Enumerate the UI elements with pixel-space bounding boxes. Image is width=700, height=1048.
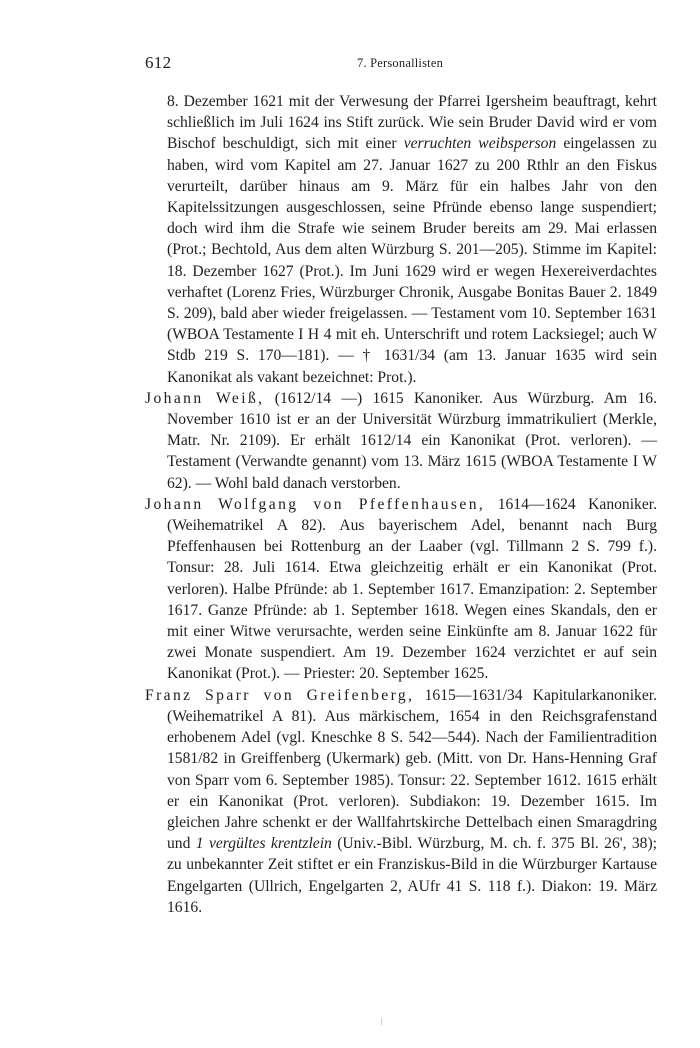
paragraph-text: (1612/14 —) 1615 Kanoniker. Aus Würzburg. Am 16. November 1610 ist er an der Universität Würzburg immatrikuliert (Merkle, Matr. Nr. 2109). Er erhält 1612/14 ein Kanonikat (Prot. verloren). — Testament (Verwandte genannt) vom 13. März 1615 (WBOA Testamente I W 62). — Wohl bald danach verstorben. — [167, 389, 657, 492]
paragraph-text: 1614—1624 Kanoniker. (Weihematrikel A 82). Aus bayerischem Adel, benannt nach Burg Pfeffenhausen bei Rottenburg an der Laaber (vgl. Tillmann 2 S. 799 f.). Tonsur: 28. Juli 1614. Etwa gleichzeitig erhält er ein Kanonikat (Prot. verloren). Halbe Pfründe: ab 1. September 1617. Emanzipation: 2. September 1617. Ganze Pfründe: ab 1. September 1618. Wegen eines Skandals, den er mit einer Witwe verursachte, werden seine Einkünfte am 8. Januar 1622 für zwei Monate suspendiert. Am 19. Dezember 1624 verzichtet er auf sein Kanonikat (Prot.). — Priester: 20. September 1625. — [167, 495, 657, 683]
person-name: Johann Wolfgang von Pfeffenhausen, — [145, 495, 486, 513]
paragraph-text: 8. Dezember 1621 mit der Verwesung der Pfarrei Igersheim beauftragt, kehrt schließlich im Juli 1624 ins Stift zurück. Wie sein Bruder David wird er vom Bischof beschuldigt, sich mit einer — [167, 93, 657, 153]
person-entry-sparr — [145, 685, 657, 918]
body-text — [145, 91, 657, 918]
running-head: 7. Personallisten — [357, 56, 444, 70]
page-number: 612 — [145, 53, 172, 72]
paragraph-continuation — [145, 91, 657, 388]
scan-mark — [381, 1018, 382, 1025]
italic-quote: verruchten weibsperson — [403, 135, 557, 153]
paragraph-text: eingelassen zu haben, wird vom Kapitel am 27. Januar 1627 zu 200 Rthlr an den Fiskus verurteilt, darüber hinaus am 9. März für ein halbes Jahr von den Kapitelssitzungen ausgeschlossen, seine Pfründe ebenso lange suspendiert; doch wird ihm die Strafe wie seinem Bruder bereits am 29. Mai erlassen (Prot.; Bechtold, Aus dem alten Würzburg S. 201—205). Stimme im Kapitel: 18. Dezember 1627 (Prot.). Im Juni 1629 wird er wegen Hexereiverdachtes verhaftet (Lorenz Fries, Würzburger Chronik, Ausgabe Bonitas Bauer 2. 1849 S. 209), bald aber wieder freigelassen. — Testament vom 10. September 1631 (WBOA Testamente I H 4 mit eh. Unterschrift und rotem Lacksiegel; auch W Stdb 219 S. 170—181). — † 1631/34 (am 13. Januar 1635 wird sein Kanonikat als vakant bezeichnet: Prot.). — [167, 135, 657, 386]
person-entry-pfeffenhausen — [145, 494, 657, 685]
page-header — [0, 53, 700, 75]
italic-quote: 1 vergültes krentzlein — [195, 835, 332, 853]
person-name: Franz Sparr von Greifenberg, — [145, 686, 415, 704]
paragraph-text: 1615—1631/34 Kapitularkanoniker. (Weihematrikel A 81). Aus märkischem, 1654 in den Reichsgrafenstand erhobenem Adel (vgl. Kneschke 8 S. 542—544). Nach der Familientradition 1581/82 in Greiffenberg (Ukermark) geb. (Mitt. von Dr. Hans-Henning Graf von Sparr vom 6. September 1985). Tonsur: 22. September 1612. 1615 erhält er ein Kanonikat (Prot. verloren). Subdiakon: 19. Dezember 1615. Im gleichen Jahre schenkt er der Wallfahrtskirche Dettelbach einen Smaragdring und — [167, 686, 657, 853]
person-name: Johann Weiß, — [145, 389, 265, 407]
paragraph-text: (Univ.-Bibl. Würzburg, M. ch. f. 375 Bl. 26', 38); zu unbekannter Zeit stiftet er ein Franziskus-Bild in die Würzburger Kartause Engelgarten (Ullrich, Engelgarten 2, AUfr 41 S. 118 f.). Diakon: 19. März 1616. — [167, 835, 657, 916]
person-entry-johann-weiss — [145, 388, 657, 494]
